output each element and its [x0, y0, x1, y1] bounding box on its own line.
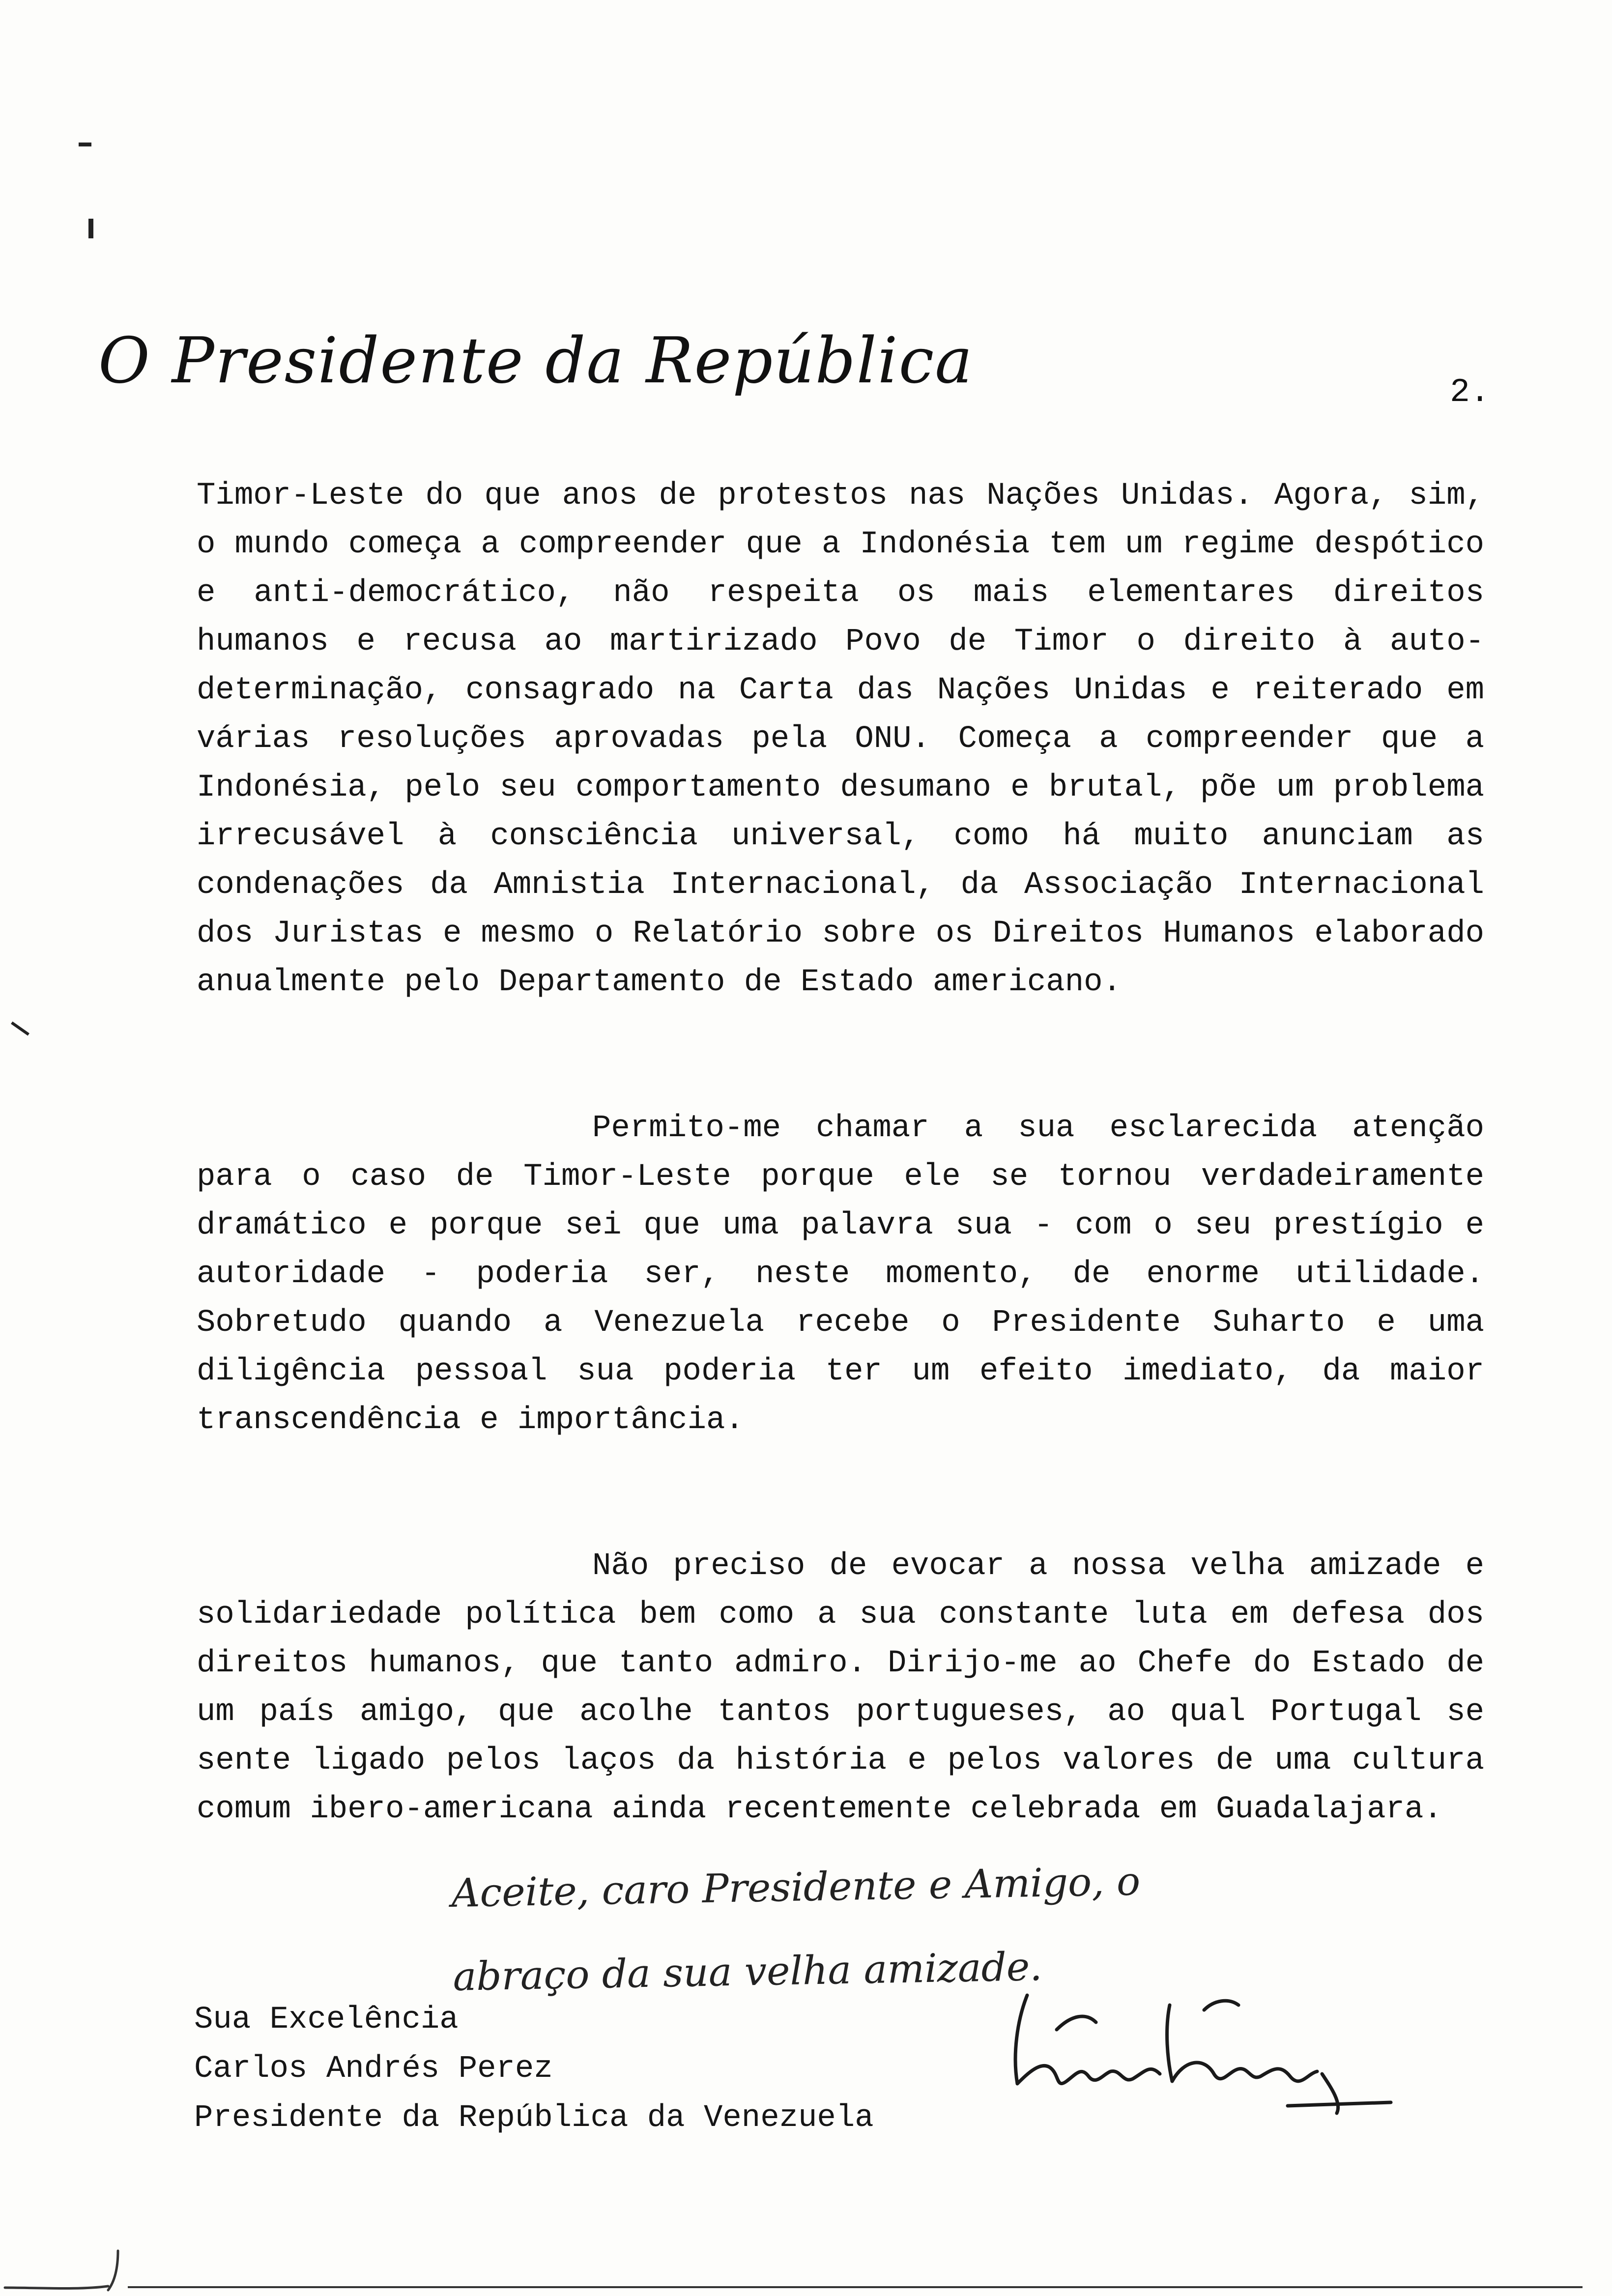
corner-mark-icon — [0, 2241, 147, 2295]
recipient-line-1: Sua Excelência — [194, 2002, 459, 2038]
bottom-rule — [128, 2286, 1583, 2288]
margin-mark-left — [11, 1021, 29, 1035]
page-number: 2. — [1450, 373, 1490, 411]
handwritten-line-2: abraço da sua velha amizade. — [452, 1943, 1043, 2000]
letter-body — [197, 472, 1484, 1931]
paragraph-3: Não preciso de evocar a nossa velha amizade e solidariedade política bem como a sua constante luta em defesa dos direitos humanos, que tanto admiro. Dirijo-me ao Chefe do Estado de um país amigo, que acolhe tantos portugueses, ao qual Portugal se sente ligado pelos laços da história e pelos valores de uma cultura comum ibero-americana ainda recentemente celebrada em Guadalajara. — [197, 1549, 1484, 1827]
recipient-line-2: Carlos Andrés Perez — [194, 2051, 553, 2087]
handwritten-signature-icon — [998, 1976, 1401, 2123]
paragraph-2: Permito-me chamar a sua esclarecida atenção para o caso de Timor-Leste porque ele se tornou verdadeiramente dramático e porque sei que uma palavra sua - com o seu prestígio e autoridade - poderia ser, neste momento, de enorme utilidade. Sobretudo quando a Venezuela recebe o Presidente Suharto e uma diligência pessoal sua poderia ter um efeito imediato, da maior transcendência e importância. — [197, 1111, 1484, 1438]
margin-mark-top — [79, 143, 91, 146]
recipient-line-3: Presidente da República da Venezuela — [194, 2100, 874, 2136]
handwritten-line-1: Aceite, caro Presidente e Amigo, o — [451, 1858, 1141, 1916]
recipient-block — [194, 1995, 874, 2143]
paragraph-1: Timor-Leste do que anos de protestos nas Nações Unidas. Agora, sim, o mundo começa a compreender que a Indonésia tem um regime despótico e anti-democrático, não respeita os mais elementares direitos humanos e recusa ao martirizado Povo de Timor o direito à auto-determinação, consagrado na Carta das Nações Unidas e reiterado em várias resoluções aprovadas pela ONU. Começa a compreender que a Indonésia, pelo seu comportamento desumano e brutal, põe um problema irrecusável à consciência universal, como há muito anunciam as condenações da Amnistia Internacional, da Associação Internacional dos Juristas e mesmo o Relatório sobre os Direitos Humanos elaborado anualmente pelo Departamento de Estado americano. — [197, 478, 1484, 1000]
letterhead-title: O Presidente da República — [98, 324, 974, 398]
margin-mark-middle — [88, 219, 93, 238]
